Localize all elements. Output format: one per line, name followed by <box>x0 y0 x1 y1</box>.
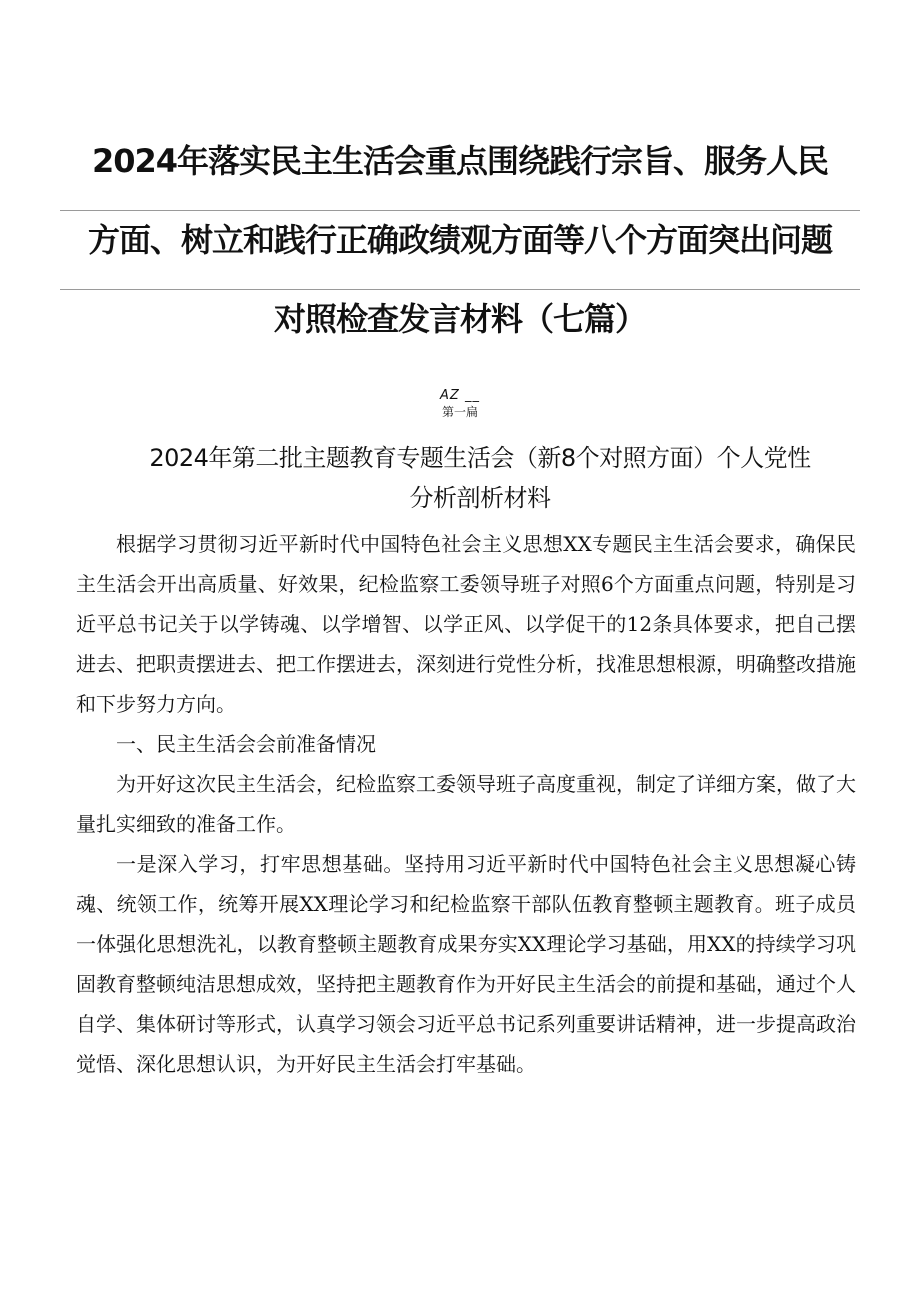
title-line-3: 对照检查发言材料（七篇） <box>273 300 646 338</box>
marker-line-2: 第一扁 <box>441 405 478 419</box>
section-heading-1: 一、民主生活会会前准备情况 <box>116 732 376 756</box>
section-marker <box>0 388 920 420</box>
marker-line-1: AZ __ <box>440 388 480 403</box>
body-paragraph-preparation: 为开好这次民主生活会，纪检监察工委领导班子高度重视，制定了详细方案，做了大量扎实细致的准备工作。 <box>76 772 856 836</box>
title-line-1: 2024年落实民主生活会重点围绕践行宗旨、服务人民 <box>60 132 860 211</box>
article-title <box>110 438 850 518</box>
body-paragraph-intro: 根据学习贯彻习近平新时代中国特色社会主义思想XX专题民主生活会要求，确保民主生活会开出高质量、好效果，纪检监察工委领导班子对照6个方面重点问题，特别是习近平总书记关于以学铸魂、以学增智、以学正风、以学促干的12条具体要求，把自己摆进去、把职责摆进去、把工作摆进去，深刻进行党性分析，找准思想根源，明确整改措施和下步努力方向。 <box>76 532 856 716</box>
document-title <box>60 132 860 368</box>
article-body <box>76 524 856 1084</box>
title-line-2: 方面、树立和践行正确政绩观方面等八个方面突出问题 <box>60 211 860 290</box>
article-title-line-1: 2024年第二批主题教育专题生活会（新8个对照方面）个人党性 <box>149 444 811 472</box>
article-title-line-2: 分析剖析材料 <box>409 484 551 512</box>
body-paragraph-study: 一是深入学习，打牢思想基础。坚持用习近平新时代中国特色社会主义思想凝心铸魂、统领工作，统筹开展XX理论学习和纪检监察干部队伍教育整顿主题教育。班子成员一体强化思想洗礼，以教育整顿主题教育成果夯实XX理论学习基础，用XX的持续学习巩固教育整顿纯洁思想成效，坚持把主题教育作为开好民主生活会的前提和基础，通过个人自学、集体研讨等形式，认真学习领会习近平总书记系列重要讲话精神，进一步提高政治觉悟、深化思想认识，为开好民主生活会打牢基础。 <box>76 852 856 1076</box>
